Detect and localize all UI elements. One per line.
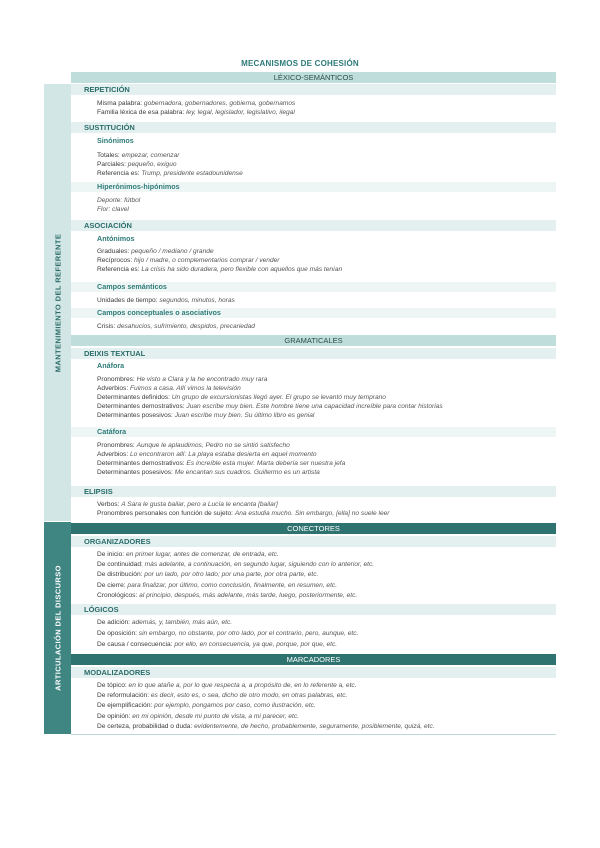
- list-item: Deporte: fútbol: [97, 197, 141, 204]
- list-item: De causa / consecuencia: por ello, en consecuencia, ya que, porque, por que, etc.: [97, 641, 338, 648]
- list-item: Familia léxica de esa palabra: ley, legal, legislador, legislativo, ilegal: [97, 109, 295, 116]
- subsection-antonimos: Antónimos: [97, 234, 135, 243]
- section-sustitucion: SUSTITUCIÓN: [71, 122, 556, 133]
- list-item: Verbos: A Sara le gusta bailar, pero a Lucía le encanta [bailar]: [97, 501, 278, 508]
- list-item: Determinantes posesivos: Juan escribe muy bien. Su último libro es genial: [97, 412, 315, 419]
- bottom-rule: [71, 734, 556, 735]
- list-item: Referencia es: La crisis ha sido duradera, pero flexible con aquellos que más tenían: [97, 266, 343, 273]
- subsection-campos-conceptuales: Campos conceptuales o asociativos: [71, 308, 556, 318]
- section-logicos: LÓGICOS: [71, 604, 556, 615]
- side-label-referente: MANTENIMIENTO DEL REFERENTE: [53, 233, 62, 372]
- list-item: De opinión: en mi opinión, desde mi punto de vista, a mi parecer, etc.: [97, 713, 299, 720]
- band-conectores: CONECTORES: [71, 523, 556, 534]
- list-item: Pronombres: He visto a Clara y la he encontrado muy rara: [97, 376, 268, 383]
- section-deixis: DEIXIS TEXTUAL: [71, 348, 556, 359]
- list-item: Misma palabra: gobernadora, gobernadores, gobierna, gobernamos: [97, 100, 296, 107]
- list-item: Crisis: desahucios, sufrimiento, despidos, precariedad: [97, 323, 255, 330]
- list-item: De reformulación: es decir, esto es, o sea, dicho de otro modo, en otras palabras, etc.: [97, 692, 348, 699]
- list-item: Pronombres: Aunque le aplaudimos, Pedro no se sintió satisfecho: [97, 442, 290, 449]
- list-item: De adición: además, y, también, más aún, etc.: [97, 619, 233, 626]
- side-bar-referente: [44, 84, 71, 521]
- section-repeticion: REPETICIÓN: [71, 84, 556, 95]
- section-asociacion: ASOCIACIÓN: [71, 220, 556, 231]
- list-item: De oposición: sin embargo, no obstante, por otro lado, por el contrario, pero, aunque, etc.: [97, 630, 359, 637]
- list-item: De ejemplificación: por ejemplo, pongamos por caso, como ilustración, etc.: [97, 702, 316, 709]
- section-modalizadores: MODALIZADORES: [71, 667, 556, 678]
- list-item: Determinantes demostrativos: Es increíble esta mujer. Marta debería ser nuestra jefa: [97, 460, 346, 467]
- list-item: Determinantes definidos: Un grupo de excursionistas llegó ayer. El grupo se levantó muy temprano: [97, 394, 386, 401]
- list-item: Unidades de tiempo: segundos, minutos, horas: [97, 297, 235, 304]
- list-item: Recíprocos: hijo / madre, o complementarios comprar / vender: [97, 257, 280, 264]
- list-item: Parciales: pequeño, exiguo: [97, 161, 177, 168]
- section-organizadores: ORGANIZADORES: [71, 536, 556, 547]
- list-item: Cronológicos: al principio, después, más adelante, más tarde, luego, posteriormente, etc.: [97, 592, 358, 599]
- list-item: De inicio: en primer lugar, antes de comenzar, de entrada, etc.: [97, 551, 279, 558]
- band-gramaticales: GRAMATICALES: [71, 335, 556, 346]
- list-item: Determinantes posesivos: Me encantan sus cuadros. Guillermo es un artista: [97, 469, 320, 476]
- band-marcadores: MARCADORES: [71, 654, 556, 665]
- list-item: Referencia es: Trump, presidente estadounidense: [97, 170, 243, 177]
- subsection-campos-semanticos: Campos semánticos: [71, 282, 556, 292]
- subsection-anafora: Anáfora: [97, 361, 125, 370]
- page-title: MECANISMOS DE COHESIÓN: [241, 59, 359, 68]
- list-item: Graduales: pequeño / mediano / grande: [97, 248, 214, 255]
- subsection-hiperonimos: Hiperónimos-hipónimos: [71, 182, 556, 192]
- band-lexico: LÉXICO-SEMÁNTICOS: [71, 72, 556, 83]
- list-item: Adverbios: Fuimos a casa. Allí vimos la televisión: [97, 385, 241, 392]
- side-bar-discurso: [44, 522, 71, 734]
- list-item: De continuidad: más adelante, a continuación, en segundo lugar, siguiendo con lo anterior, etc.: [97, 561, 375, 568]
- list-item: De certeza, probabilidad o duda: evidentemente, de hecho, probablemente, seguramente, posiblemente, quizá, etc.: [97, 723, 435, 730]
- list-item: Adverbios: Lo encontraron allí: La playa estaba desierta en aquel momento: [97, 451, 317, 458]
- list-item: Determinantes demostrativos: Juan escribe muy bien. Este hombre tiene una capacidad increíble para contar historias: [97, 403, 443, 410]
- list-item: De distribución: por un lado, por otro lado; por una parte, por otra parte, etc.: [97, 571, 319, 578]
- subsection-catafora: Catáfora: [71, 427, 556, 437]
- section-elipsis: ELIPSIS: [71, 486, 556, 497]
- side-label-discurso: ARTICULACIÓN DEL DISCURSO: [53, 565, 62, 691]
- subsection-sinonimos: Sinónimos: [97, 136, 134, 145]
- list-item: Flor: clavel: [97, 206, 129, 213]
- list-item: Pronombres personales con función de sujeto: Ana estudia mucho. Sin embargo, [ella] no suele leer: [97, 510, 390, 517]
- list-item: De tópico: en lo que atañe a, por lo que respecta a, a propósito de, en lo referente a, etc.: [97, 682, 357, 689]
- list-item: Totales: empezar, comenzar: [97, 152, 180, 159]
- list-item: De cierre: para finalizar, por último, como conclusión, finalmente, en resumen, etc.: [97, 582, 338, 589]
